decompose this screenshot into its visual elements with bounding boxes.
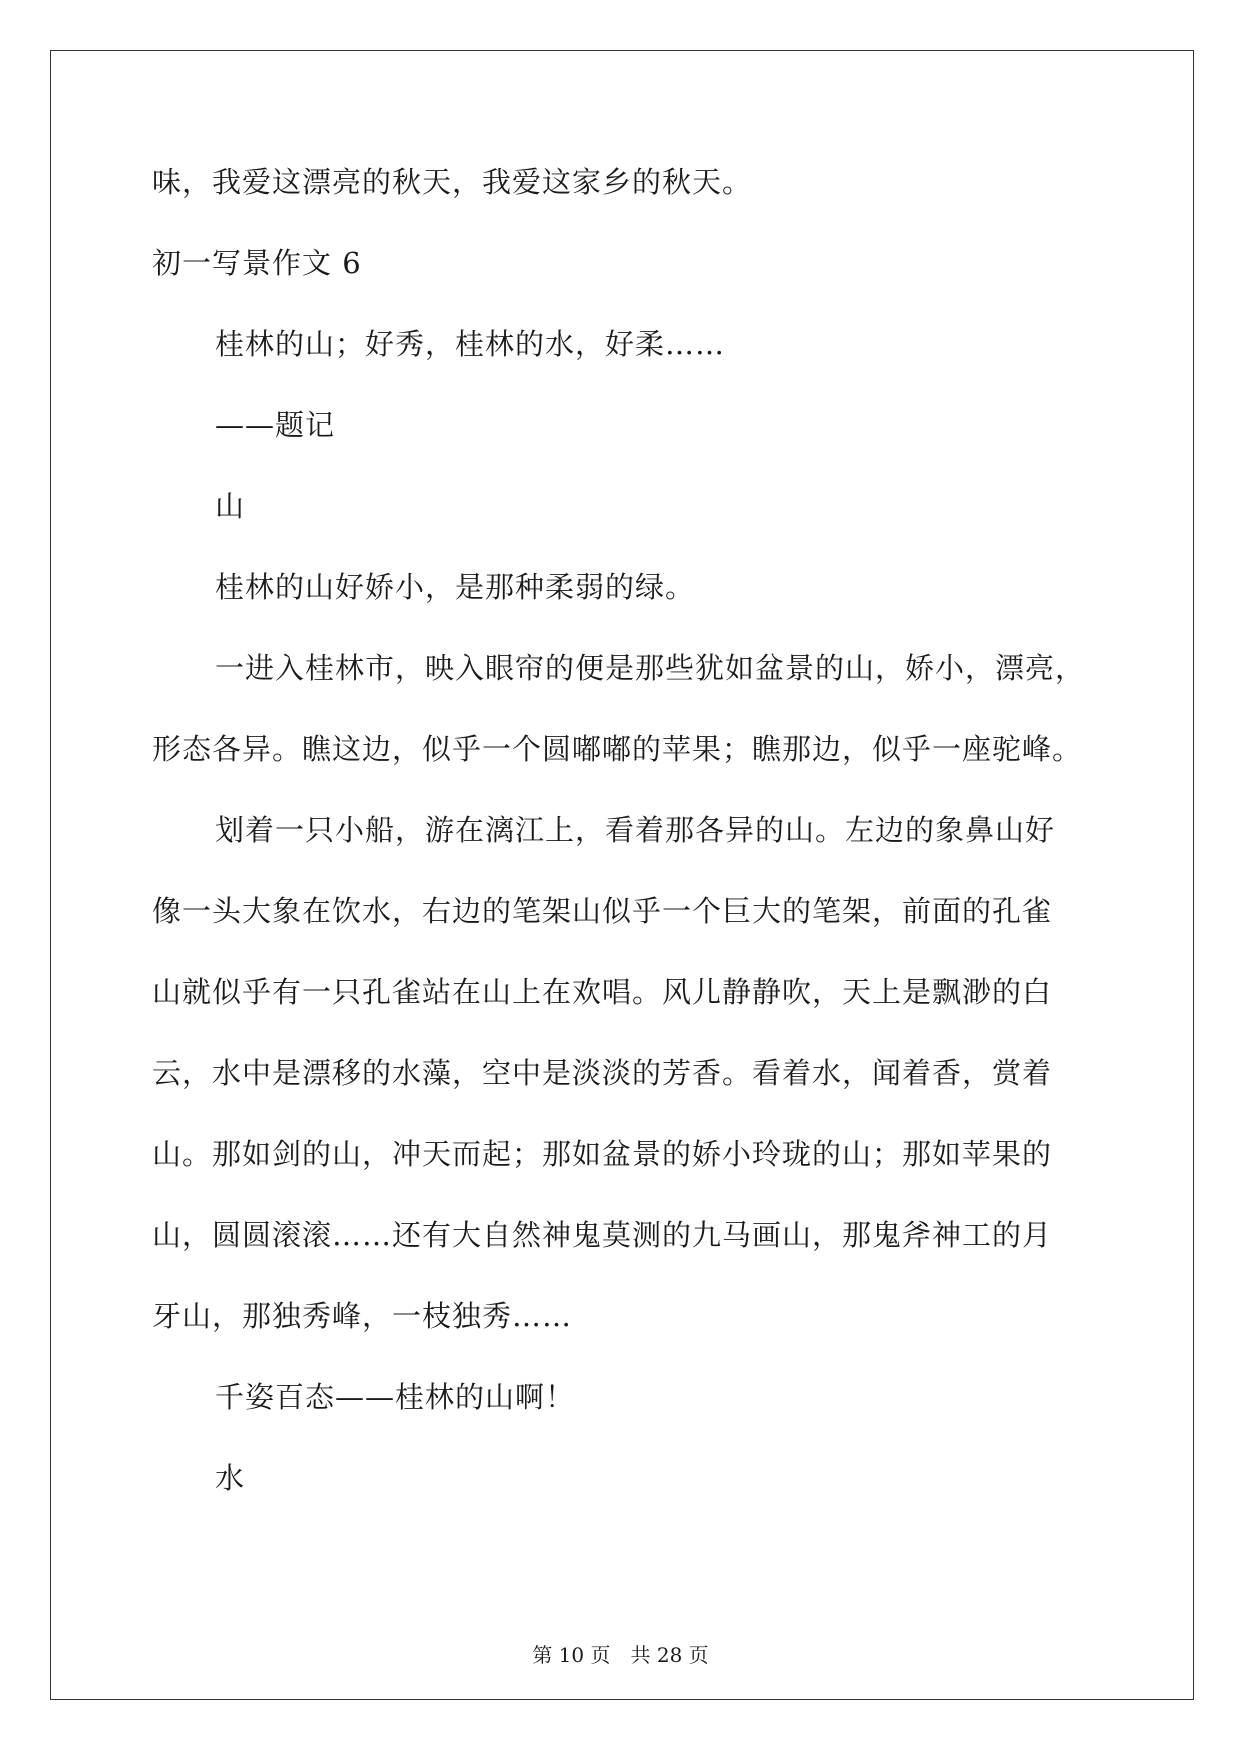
paragraph-line: 牙山，那独秀峰，一枝独秀…… [152,1299,573,1333]
paragraph-line: 一进入桂林市，映入眼帘的便是那些犹如盆景的山，娇小，漂亮， [215,651,1086,685]
paragraph-line: 千姿百态——桂林的山啊！ [215,1380,576,1414]
paragraph-line: 云，水中是漂移的水藻，空中是淡淡的芳香。看着水，闻着香，赏着 [152,1056,1053,1090]
paragraph-line: 桂林的山好娇小，是那种柔弱的绿。 [215,570,696,604]
paragraph-line: 划着一只小船，游在漓江上，看着那各异的山。左边的象鼻山好 [215,813,1056,847]
epigraph-line: 桂林的山；好秀，桂林的水，好柔…… [215,327,726,361]
text-line: 味，我爱这漂亮的秋天，我爱这家乡的秋天。 [152,165,753,199]
epigraph-attribution: ——题记 [215,408,336,442]
subheading-mountain: 山 [215,489,246,523]
section-heading: 初一写景作文 6 [152,246,362,280]
paragraph-line: 形态各异。瞧这边，似乎一个圆嘟嘟的苹果；瞧那边，似乎一座驼峰。 [152,732,1083,766]
document-body [152,165,1092,1545]
subheading-water: 水 [215,1461,246,1495]
paragraph-line: 山，圆圆滚滚……还有大自然神鬼莫测的九马画山，那鬼斧神工的月 [152,1218,1053,1252]
paragraph-line: 山。那如剑的山，冲天而起；那如盆景的娇小玲珑的山；那如苹果的 [152,1137,1053,1171]
paragraph-line: 像一头大象在饮水，右边的笔架山似乎一个巨大的笔架，前面的孔雀 [152,894,1053,928]
paragraph-line: 山就似乎有一只孔雀站在山上在欢唱。风儿静静吹，天上是飘渺的白 [152,975,1053,1009]
page-number: 第 10 页 共 28 页 [532,1643,709,1667]
